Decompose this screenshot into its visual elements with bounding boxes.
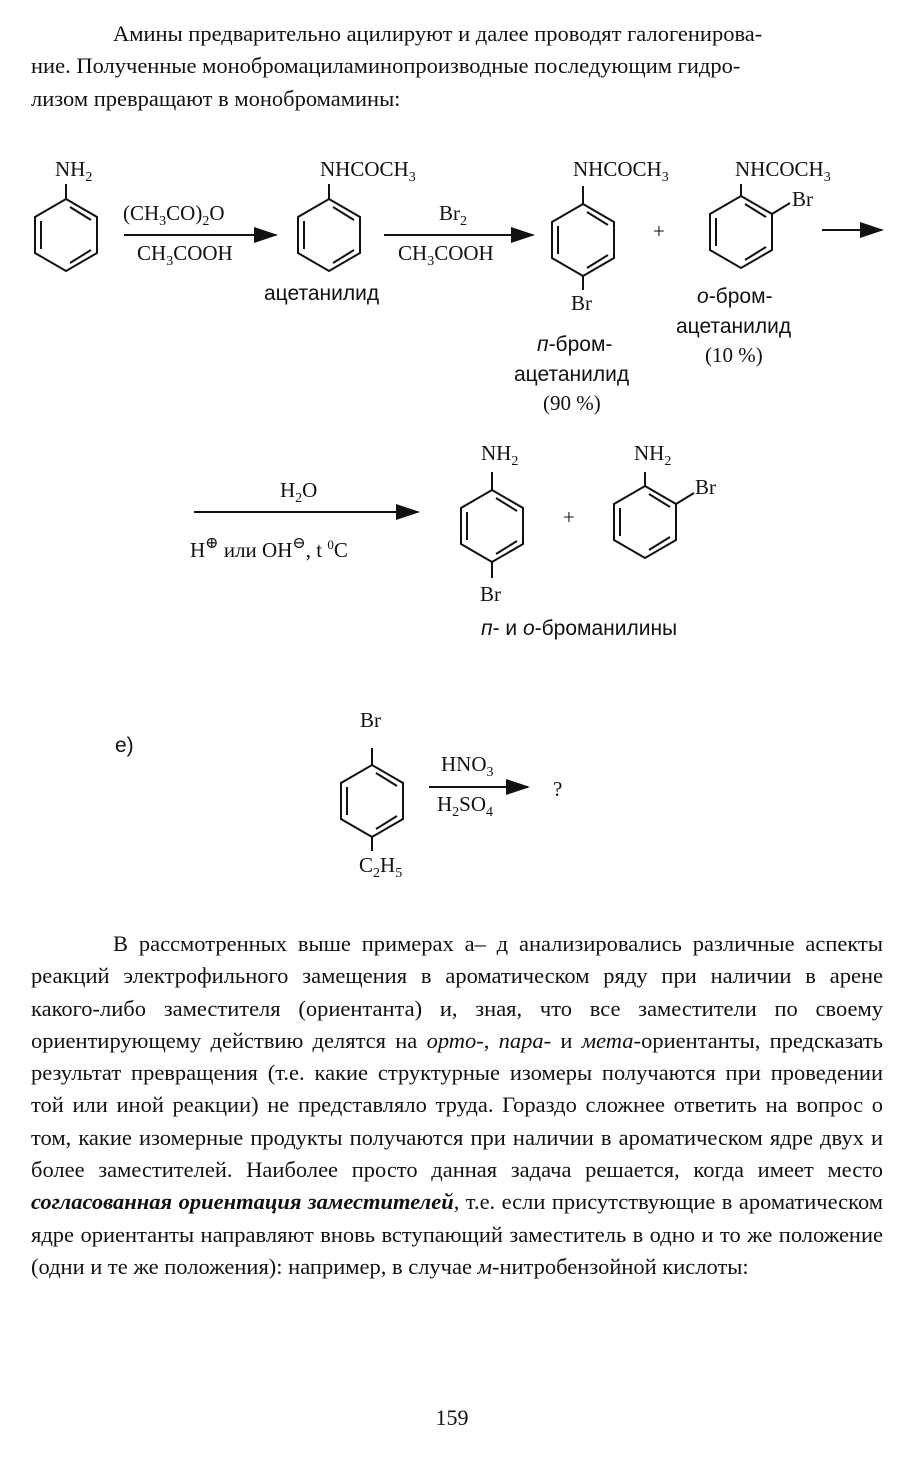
sep-2: и (551, 1027, 582, 1053)
reagent-sulfuric-acid: $H_2SO_4$ (437, 792, 494, 820)
main-text-4: нитробензойной кислоты: (499, 1253, 749, 1279)
main-paragraph (31, 928, 883, 1283)
ortho-br-label: Br (792, 187, 813, 211)
acetanilide-group-label: $NHCOCH_3$ (320, 157, 416, 185)
bromoethylbenzene-ring (341, 748, 403, 851)
task-e-br-label: Br (360, 708, 381, 732)
reagent-water: $H_2O$ (280, 478, 318, 506)
acetanilide-ring (298, 184, 360, 271)
ortho-name-2: ацетанилид (676, 315, 792, 338)
main-text-3: , т.е. если присутствующие в ароматическом ядре ориентанты направляют вновь вступающий заместитель в одно и то же положение (одни и те же положения): например, в случае (31, 1189, 883, 1279)
aniline-nh2-label: $NH_2$ (55, 157, 93, 185)
ortho-yield: (10 %) (705, 343, 763, 367)
m-prefix: м- (477, 1253, 500, 1279)
para-name-1: п-бром- (537, 333, 613, 356)
prod2-nh2-label: $NH_2$ (634, 441, 672, 469)
plus-1: + (653, 219, 665, 243)
o-bromoacetanilide-ring (710, 184, 790, 268)
acetanilide-name: ацетанилид (264, 282, 380, 305)
ortho-name-1: о-бром- (697, 285, 773, 308)
products-name: п- и о-броманилины (481, 617, 678, 640)
para-yield: (90 %) (543, 391, 601, 415)
prod1-nh2-label: $NH_2$ (481, 441, 519, 469)
page-number: 159 (435, 1405, 469, 1430)
para-term: пара- (498, 1027, 552, 1053)
p-bromoaniline-ring (461, 472, 523, 578)
para-br-label: Br (571, 291, 592, 315)
prod1-br-label: Br (480, 582, 501, 606)
emphasis-term: согласованная ориентация заместителей (31, 1189, 454, 1215)
reagent-acetic-acid-2: $CH_3COOH$ (398, 241, 494, 269)
reagent-conditions: H⊕ или OH⊖, t $^0$C (190, 535, 348, 562)
plus-2: + (563, 505, 575, 529)
para-group-label: $NHCOCH_3$ (573, 157, 669, 185)
orto-term: орто- (426, 1027, 484, 1053)
aniline-ring (35, 184, 97, 271)
main-text-1: В рассмотренных выше примерах а– д анализировались различные аспекты реакций электрофильного замещения в ароматическом ряду при наличии в арене какого-либо заместителя (ориентанта) и, зная, что все заместители по своему ориентирующему действию делятся на (31, 931, 883, 1053)
intro-line-1: Амины предварительно ацилируют и далее проводят галогенирова- (113, 21, 763, 46)
prod2-br-label: Br (695, 475, 716, 499)
reagent-nitric-acid: $HNO_3$ (441, 752, 494, 780)
reagent-bromine: $Br_2$ (439, 201, 467, 229)
intro-line-3: лизом превращают в монобромамины: (31, 85, 401, 111)
p-bromoacetanilide-ring (552, 186, 614, 290)
task-e-ethyl-label: $C_2H_5$ (359, 853, 403, 881)
task-e-question: ? (553, 777, 563, 801)
o-bromoaniline-ring (614, 472, 694, 558)
sep-1: , (483, 1027, 499, 1053)
task-e-label: е) (115, 734, 134, 757)
reagent-acetic-acid-1: $CH_3COOH$ (137, 241, 233, 269)
ortho-group-label: $NHCOCH_3$ (735, 157, 831, 185)
meta-term: мета- (581, 1027, 642, 1053)
reagent-acetic-anhydride: $(CH_3CO)_2O$ (123, 201, 225, 229)
main-text-2: ориентанты, предсказать результат превращения (т.е. какие структурные изомеры получаются при проведении той или иной реакции) не представляло труда. Гораздо сложнее ответить на вопрос о том, какие изомерные продукты получаются при наличии в ароматическом ядре двух и более заместителей. Наиболее просто данная задача решается, когда имеет место (31, 1027, 883, 1183)
para-name-2: ацетанилид (514, 363, 630, 386)
intro-line-2: ние. Полученные монобромациламинопроизводные последующим гидро- (31, 53, 741, 79)
